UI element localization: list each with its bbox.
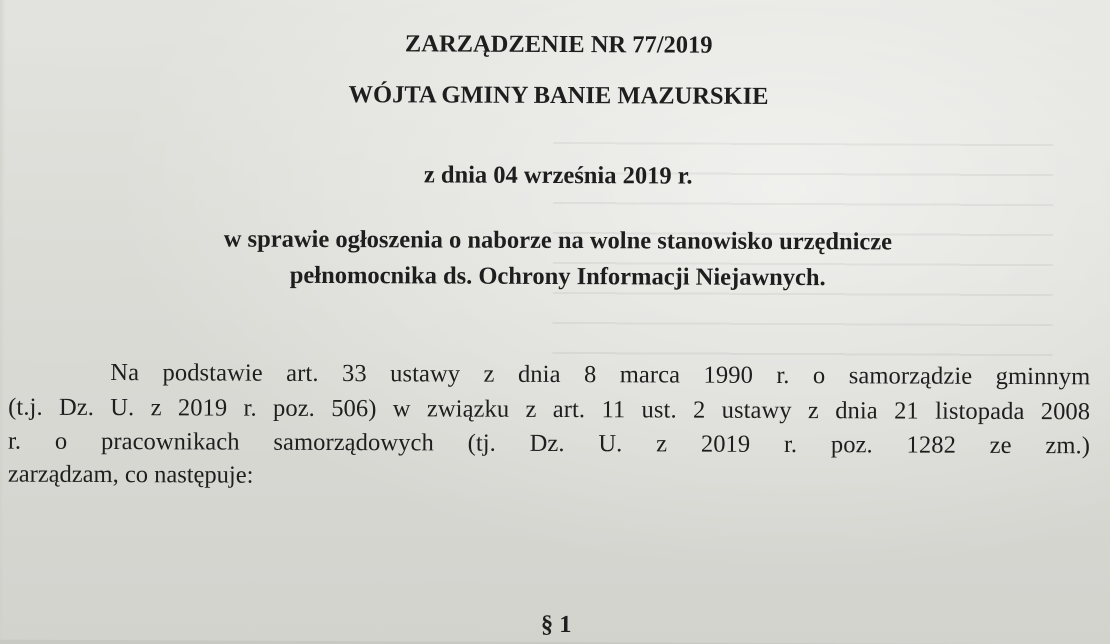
ordinance-date: z dnia 04 września 2019 r. bbox=[423, 161, 693, 190]
body-line-1: Na podstawie art. 33 ustawy z dnia 8 marca 1990 r. o samorządzie gminnym bbox=[110, 359, 1091, 391]
issuer-title: WÓJTA GMINY BANIE MAZURSKIE bbox=[348, 81, 769, 110]
body-line-4: zarządzam, co następuje: bbox=[7, 460, 254, 489]
body-line-2: (t.j. Dz. U. z 2019 r. poz. 506) w związku z art. 11 ust. 2 ustawy z dnia 21 listopada 2008 bbox=[8, 393, 1091, 426]
section-mark: § 1 bbox=[540, 610, 572, 639]
subject-line-2: pełnomocnika ds. Ochrony Informacji Niejawnych. bbox=[289, 261, 826, 292]
ordinance-title: ZARZĄDZENIE NR 77/2019 bbox=[404, 30, 713, 59]
subject-line-1: w sprawie ogłoszenia o naborze na wolne stanowisko urzędnicze bbox=[223, 225, 893, 256]
body-line-3: r. o pracownikach samorządowych (tj. Dz. U. z 2019 r. poz. 1282 ze zm.) bbox=[7, 427, 1091, 460]
